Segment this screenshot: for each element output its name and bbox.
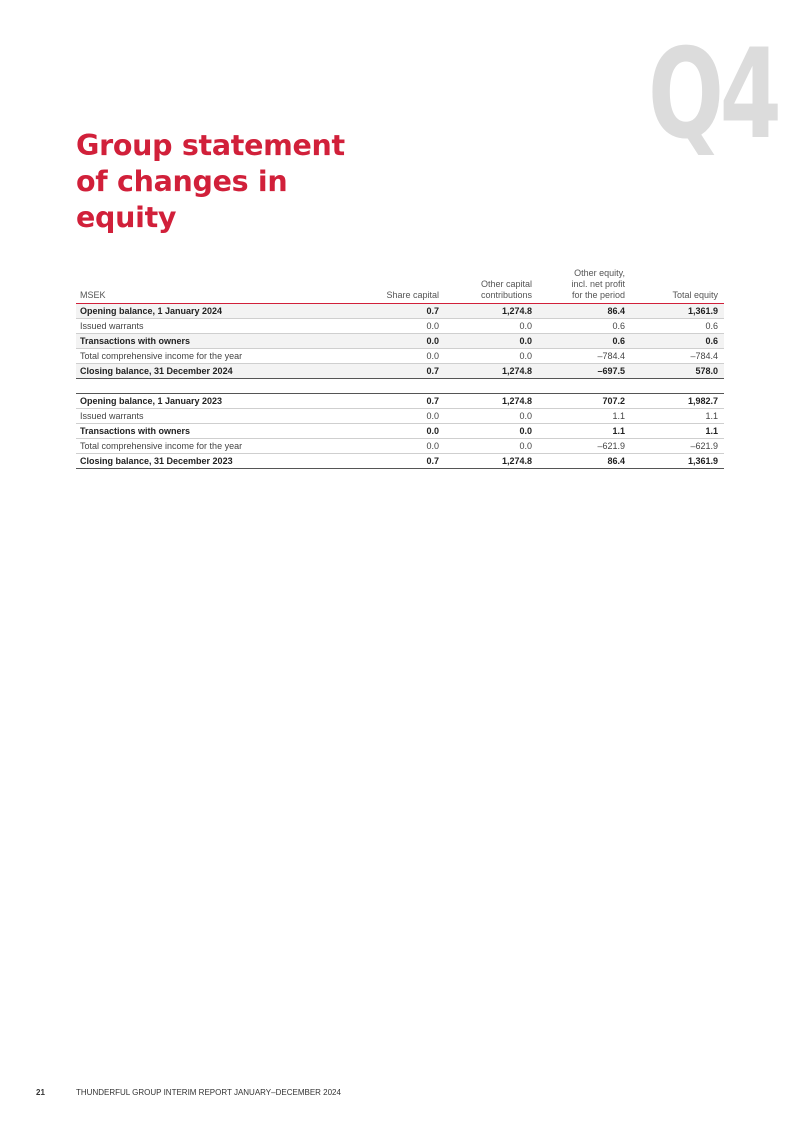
row-label: Transactions with owners <box>76 424 352 439</box>
cell-other-equity: –697.5 <box>538 364 631 379</box>
table-row <box>76 319 724 334</box>
cell-share-capital: 0.0 <box>352 349 445 364</box>
cell-other-equity: –784.4 <box>538 349 631 364</box>
header-other-equity <box>538 263 631 304</box>
table-row <box>76 364 724 379</box>
cell-other-contributions: 1,274.8 <box>445 364 538 379</box>
cell-other-contributions: 0.0 <box>445 349 538 364</box>
cell-share-capital: 0.0 <box>352 409 445 424</box>
cell-total-equity: 578.0 <box>631 364 724 379</box>
cell-total-equity: 0.6 <box>631 334 724 349</box>
cell-other-equity: 0.6 <box>538 319 631 334</box>
cell-total-equity: 1,361.9 <box>631 454 724 469</box>
equity-table <box>76 263 724 469</box>
table-row <box>76 304 724 319</box>
header-total-equity: Total equity <box>631 263 724 304</box>
cell-other-contributions: 1,274.8 <box>445 304 538 319</box>
header-share-capital: Share capital <box>352 263 445 304</box>
cell-other-equity: –621.9 <box>538 439 631 454</box>
cell-total-equity: 1,361.9 <box>631 304 724 319</box>
cell-other-contributions: 0.0 <box>445 424 538 439</box>
header-row <box>76 263 724 304</box>
quarter-badge: Q4 <box>648 23 778 167</box>
row-label: Total comprehensive income for the year <box>76 349 352 364</box>
row-label: Closing balance, 31 December 2023 <box>76 454 352 469</box>
cell-other-contributions: 0.0 <box>445 319 538 334</box>
cell-share-capital: 0.7 <box>352 454 445 469</box>
spacer-cell <box>352 379 445 394</box>
cell-share-capital: 0.7 <box>352 304 445 319</box>
table-spacer <box>76 379 724 394</box>
page-title <box>76 128 376 236</box>
row-label: Transactions with owners <box>76 334 352 349</box>
cell-other-contributions: 1,274.8 <box>445 394 538 409</box>
row-label: Issued warrants <box>76 409 352 424</box>
page-number: 21 <box>36 1088 45 1097</box>
cell-total-equity: 1.1 <box>631 409 724 424</box>
cell-share-capital: 0.0 <box>352 424 445 439</box>
header-msek: MSEK <box>76 263 352 304</box>
table-row <box>76 454 724 469</box>
header-line: for the period <box>571 290 625 300</box>
title-line-3: equity <box>76 201 177 234</box>
cell-other-contributions: 0.0 <box>445 409 538 424</box>
table-row <box>76 439 724 454</box>
row-label: Total comprehensive income for the year <box>76 439 352 454</box>
title-line-2: of changes in <box>76 165 288 198</box>
spacer-cell <box>445 379 538 394</box>
row-label: Closing balance, 31 December 2024 <box>76 364 352 379</box>
spacer-cell <box>631 379 724 394</box>
cell-total-equity: 0.6 <box>631 319 724 334</box>
cell-other-equity: 86.4 <box>538 304 631 319</box>
table-row <box>76 349 724 364</box>
spacer-cell <box>76 379 352 394</box>
cell-total-equity: –621.9 <box>631 439 724 454</box>
row-label: Opening balance, 1 January 2024 <box>76 304 352 319</box>
cell-other-contributions: 0.0 <box>445 439 538 454</box>
header-line: contributions <box>480 290 532 300</box>
header-line: Other capital <box>480 279 532 289</box>
cell-share-capital: 0.0 <box>352 319 445 334</box>
cell-share-capital: 0.7 <box>352 394 445 409</box>
cell-share-capital: 0.0 <box>352 334 445 349</box>
cell-total-equity: 1,982.7 <box>631 394 724 409</box>
page-footer <box>36 1088 341 1097</box>
table-row <box>76 394 724 409</box>
table-row <box>76 334 724 349</box>
row-label: Opening balance, 1 January 2023 <box>76 394 352 409</box>
spacer-cell <box>538 379 631 394</box>
table-row <box>76 424 724 439</box>
cell-other-contributions: 0.0 <box>445 334 538 349</box>
row-label: Issued warrants <box>76 319 352 334</box>
cell-other-equity: 1.1 <box>538 424 631 439</box>
cell-total-equity: 1.1 <box>631 424 724 439</box>
cell-other-equity: 0.6 <box>538 334 631 349</box>
cell-other-contributions: 1,274.8 <box>445 454 538 469</box>
header-line: incl. net profit <box>571 279 625 289</box>
header-line: Other equity, <box>574 268 625 278</box>
cell-other-equity: 707.2 <box>538 394 631 409</box>
cell-share-capital: 0.7 <box>352 364 445 379</box>
cell-other-equity: 1.1 <box>538 409 631 424</box>
title-line-1: Group statement <box>76 129 345 162</box>
table-row <box>76 409 724 424</box>
header-other-capital-contributions <box>445 263 538 304</box>
report-title: THUNDERFUL GROUP INTERIM REPORT JANUARY–DECEMBER 2024 <box>76 1088 341 1097</box>
cell-other-equity: 86.4 <box>538 454 631 469</box>
cell-share-capital: 0.0 <box>352 439 445 454</box>
cell-total-equity: –784.4 <box>631 349 724 364</box>
